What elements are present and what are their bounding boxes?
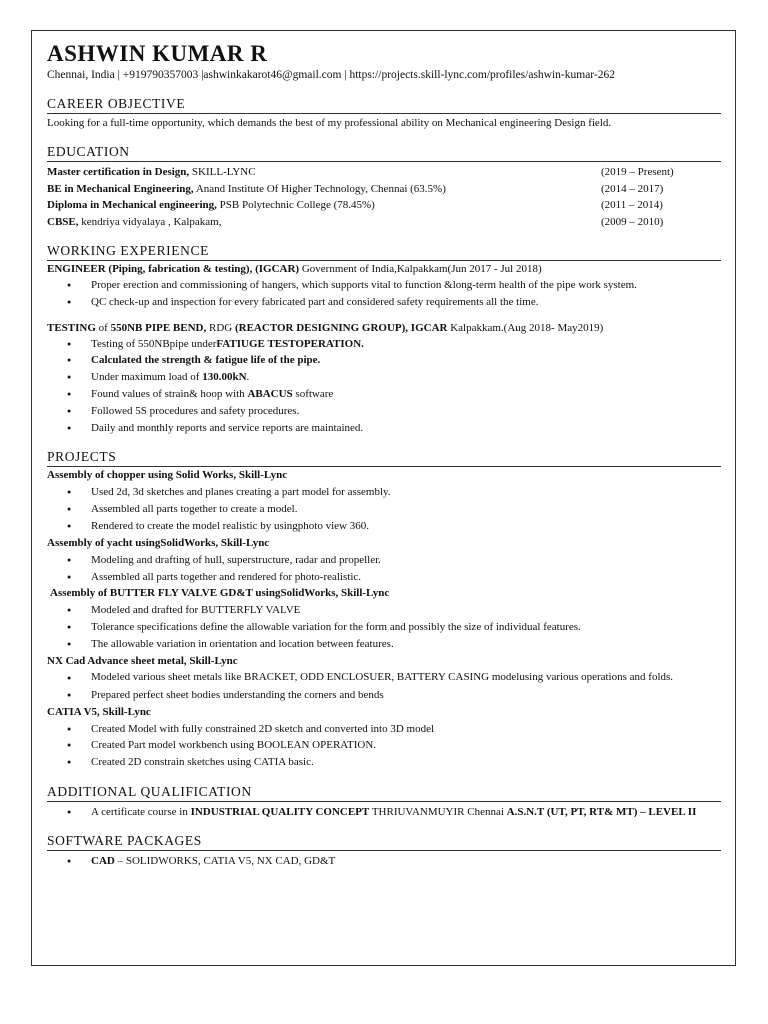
education-degree: CBSE, [47, 215, 79, 228]
project-title: NX Cad Advance sheet metal, Skill-Lync [47, 654, 238, 667]
bullet-bold: A.S.N.T (UT, PT, RT& MT) – LEVEL II [506, 805, 697, 818]
job-heading-part: TESTING [47, 321, 96, 334]
section-title-experience: WORKING EXPERIENCE [47, 242, 721, 261]
education-degree: Master certification in Design, [47, 166, 190, 178]
bullet-bold: INDUSTRIAL QUALITY CONCEPT [190, 805, 370, 818]
list-item: ● Rendered to create the model realistic by usingphoto view 360. [91, 518, 721, 535]
education-degree: BE in Mechanical Engineering, [47, 182, 194, 195]
job-bullets [47, 277, 721, 311]
contact-line: Chennai, India | +919790357003 |ashwinkakarot46@gmail.com | https://projects.skill-lync.com/profiles/ashwin-kumar-262 [47, 69, 615, 81]
list-item: ● Modeled and drafted for BUTTERFLY VALVE [91, 602, 721, 619]
section-title-objective: CAREER OBJECTIVE [47, 95, 721, 114]
bullet-bold: CAD [91, 854, 115, 867]
job-employer: Government of India,Kalpakkam(Jun 2017 - Jul 2018) [299, 263, 542, 275]
project-bullets [47, 670, 721, 704]
list-item: ● Followed 5S procedures and safety procedures. [91, 403, 721, 420]
education-school: PSB Polytechnic College (78.45%) [216, 199, 375, 211]
bullet-bold: FATIUGE TESTOPERATION. [216, 337, 364, 350]
job-heading-engineer [47, 261, 721, 277]
job-heading-part: 550NB PIPE BEND, [110, 321, 207, 334]
bullet-text: Under maximum load of [91, 371, 203, 384]
education-school: Anand Institute Of Higher Technology, Chennai (63.5%) [193, 182, 446, 195]
section-title-software: SOFTWARE PACKAGES [47, 832, 721, 851]
bullet-text: Found values of strain& hoop with [91, 387, 248, 400]
job-heading-part: of [95, 321, 111, 334]
education-school: kendriya vidyalaya , Kalpakam, [78, 215, 222, 228]
project-bullets [47, 721, 721, 771]
job-bullets [47, 336, 721, 437]
project-title: Assembly of yacht usingSolidWorks, Skill-Lync [47, 536, 270, 549]
list-item: ● Tolerance specifications define the allowable variation for the form and possibly the size of individual features. [91, 619, 721, 636]
project-title: Assembly of chopper using Solid Works, Skill-Lync [47, 469, 288, 482]
education-period: (2014 – 2017) [601, 182, 664, 195]
job-title: ENGINEER (Piping, fabrication & testing), (IGCAR) [47, 263, 300, 275]
job-heading-testing [47, 320, 721, 336]
bullet-text: software [292, 387, 334, 400]
project-bullets [47, 602, 721, 652]
bullet-text: . [246, 371, 250, 384]
list-item: ● Daily and monthly reports and service reports are maintained. [91, 420, 721, 437]
education-degree: Diploma in Mechanical engineering, [47, 199, 217, 211]
bullet-text: A certificate course in [91, 805, 191, 818]
list-item: ● Assembled all parts together to create a model. [91, 501, 721, 518]
list-item: ● Proper erection and commissioning of hangers, which supports vital to function &long-term health of the pipe work system. [91, 277, 721, 294]
list-item: ● Assembled all parts together and rendered for photo-realistic. [91, 569, 721, 586]
bullet-bold: Calculated the strength & fatigue life of the pipe. [91, 354, 321, 367]
bullet-bold: ABACUS [247, 387, 293, 400]
project-title: Assembly of BUTTER FLY VALVE GD&T usingSolidWorks, Skill-Lync [50, 587, 390, 600]
section-title-education: EDUCATION [47, 143, 721, 162]
bullet-bold: 130.00kN [202, 371, 247, 384]
candidate-name: ASHWIN KUMAR R [47, 41, 268, 66]
list-item [91, 386, 721, 403]
resume-content [47, 40, 721, 870]
education-row [47, 214, 721, 231]
project-bullets [47, 484, 721, 534]
list-item: ● Modeled various sheet metals like BRACKET, ODD ENCLOSUER, BATTERY CASING modelusing various operations and folds. [91, 670, 721, 687]
list-item: ● Used 2d, 3d sketches and planes creating a part model for assembly. [91, 484, 721, 501]
list-item: ● Created Model with fully constrained 2D sketch and converted into 3D model [91, 721, 721, 738]
section-title-projects: PROJECTS [47, 448, 721, 467]
list-item: ● Created 2D constrain sketches using CATIA basic. [91, 754, 721, 771]
list-item [91, 804, 721, 820]
education-row [47, 181, 721, 198]
list-item: ● The allowable variation in orientation and location between features. [91, 636, 721, 653]
education-school: SKILL-LYNC [189, 166, 256, 178]
list-item [91, 369, 721, 386]
software-bullets [47, 853, 721, 870]
project-title: CATIA V5, Skill-Lync [47, 705, 151, 718]
education-period: (2009 – 2010) [601, 215, 664, 228]
bullet-text: THRIUVANMUYIR Chennai [369, 805, 507, 818]
list-item [91, 853, 721, 870]
education-row [47, 197, 721, 214]
list-item [91, 336, 721, 353]
job-heading-part: (REACTOR DESIGNING GROUP), IGCAR [234, 321, 448, 334]
education-period: (2011 – 2014) [601, 199, 663, 211]
bullet-text: Testing of 550NBpipe under [91, 337, 217, 350]
education-row [47, 164, 721, 181]
bullet-text: – SOLIDWORKS, CATIA V5, NX CAD, GD&T [114, 854, 336, 867]
list-item [91, 352, 721, 369]
project-bullets [47, 552, 721, 586]
list-item: ● QC check-up and inspection for every fabricated part and considered safety requirements all the time. [91, 294, 721, 311]
list-item: ● Prepared perfect sheet bodies understanding the corners and bends [91, 687, 721, 704]
list-item: ● Modeling and drafting of hull, superstructure, radar and propeller. [91, 552, 721, 569]
objective-text: Looking for a full-time opportunity, which demands the best of my professional ability on Mechanical engineering Design field. [47, 117, 612, 129]
education-period: (2019 – Present) [601, 166, 674, 178]
job-heading-part: RDG [206, 321, 235, 334]
qualification-bullets [47, 804, 721, 820]
job-heading-part: Kalpakkam.(Aug 2018- May2019) [447, 321, 604, 334]
list-item: ● Created Part model workbench using BOOLEAN OPERATION. [91, 737, 721, 754]
section-title-additional: ADDITIONAL QUALIFICATION [47, 783, 721, 802]
